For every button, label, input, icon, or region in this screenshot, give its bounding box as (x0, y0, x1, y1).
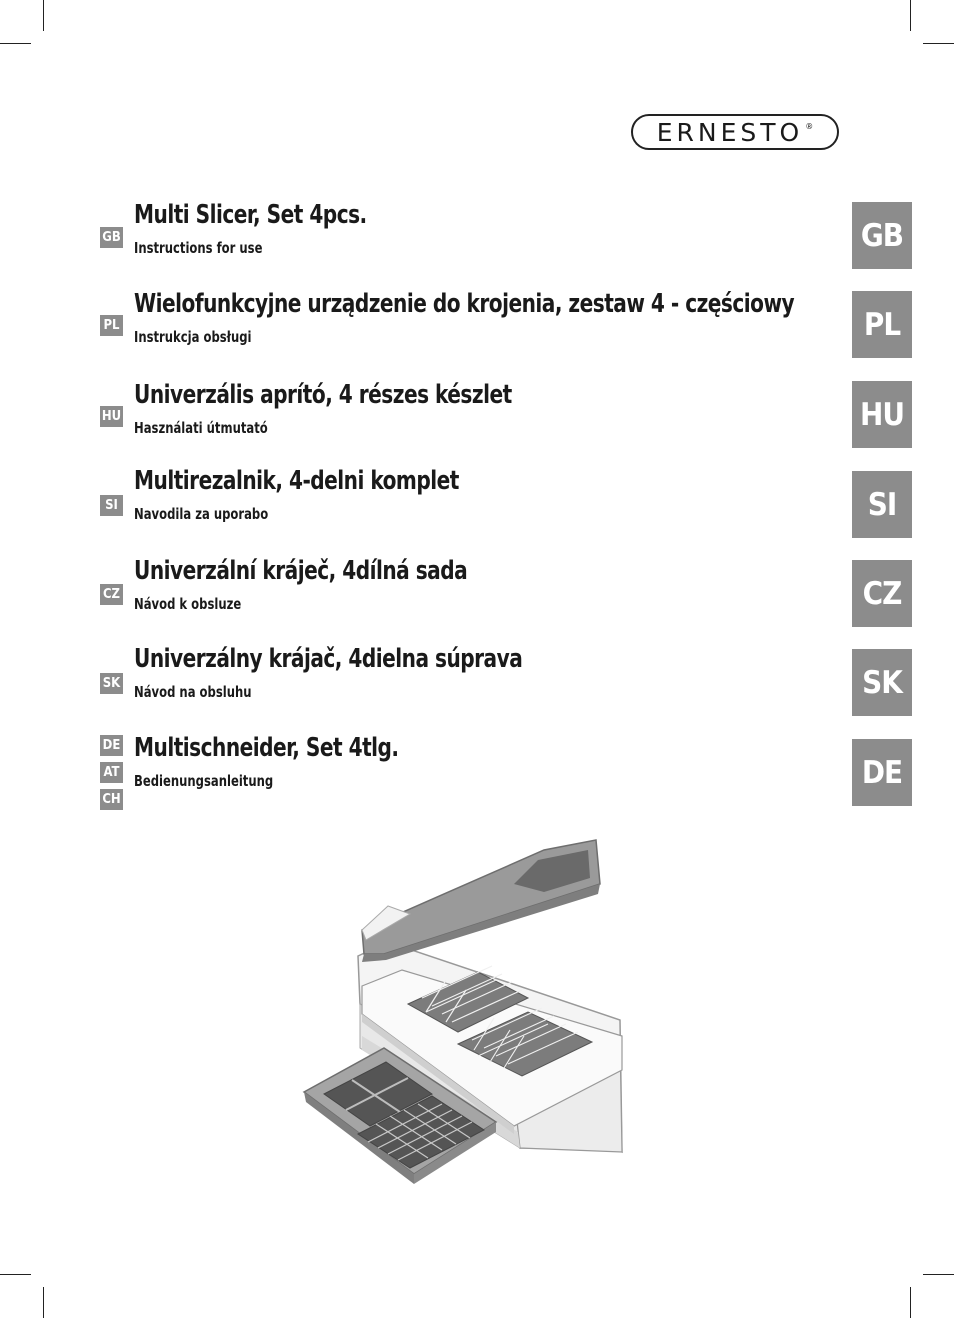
language-badge: GB (100, 227, 123, 248)
language-badge: AT (100, 762, 123, 783)
entry-title: Wielofunkcyjne urządzenie do krojenia, zestaw 4 - częściowy (134, 289, 795, 319)
crop-mark (0, 43, 31, 44)
registered-mark: ® (805, 121, 814, 131)
entry-subtitle: Bedienungsanleitung (134, 772, 274, 790)
entry-subtitle: Instrukcja obsługi (134, 328, 252, 346)
crop-mark (43, 1287, 44, 1318)
language-badge: HU (100, 406, 123, 427)
brand-name: ERNESTO (656, 117, 804, 147)
entry-subtitle: Návod na obsluhu (134, 683, 252, 701)
language-badges (100, 735, 123, 810)
language-tab-hu: HU (852, 381, 912, 448)
entry-title: Multirezalnik, 4-delni komplet (134, 466, 459, 496)
language-badge: SI (100, 495, 123, 516)
entry-subtitle: Návod k obsluze (134, 595, 242, 613)
language-badges (100, 584, 123, 605)
entry-title: Multischneider, Set 4tlg. (134, 733, 399, 763)
language-badge: CZ (100, 584, 123, 605)
entry-subtitle: Használati útmutató (134, 419, 268, 437)
language-tab-si: SI (852, 471, 912, 538)
entry-title: Univerzální kráječ, 4dílná sada (134, 556, 468, 586)
crop-mark (43, 0, 44, 31)
language-badges (100, 315, 123, 336)
language-badges (100, 495, 123, 516)
crop-mark (0, 1274, 31, 1275)
language-badges (100, 227, 123, 248)
language-badge: CH (100, 789, 123, 810)
crop-mark (910, 1287, 911, 1318)
language-badge: SK (100, 673, 123, 694)
product-image (300, 836, 630, 1212)
entry-subtitle: Navodila za uporabo (134, 505, 269, 523)
crop-mark (923, 43, 954, 44)
language-badges (100, 406, 123, 427)
brand-logo (631, 114, 839, 150)
entry-title: Multi Slicer, Set 4pcs. (134, 200, 367, 230)
language-tab-pl: PL (852, 291, 912, 358)
language-tab-de: DE (852, 739, 912, 806)
entry-subtitle: Instructions for use (134, 239, 263, 257)
language-badge: PL (100, 315, 123, 336)
language-tab-cz: CZ (852, 560, 912, 627)
crop-mark (923, 1274, 954, 1275)
entry-title: Univerzálny krájač, 4dielna súprava (134, 644, 523, 674)
entry-title: Univerzális aprító, 4 részes készlet (134, 380, 512, 410)
language-tab-gb: GB (852, 202, 912, 269)
language-badge: DE (100, 735, 123, 756)
crop-mark (910, 0, 911, 31)
language-tab-sk: SK (852, 649, 912, 716)
language-badges (100, 673, 123, 694)
